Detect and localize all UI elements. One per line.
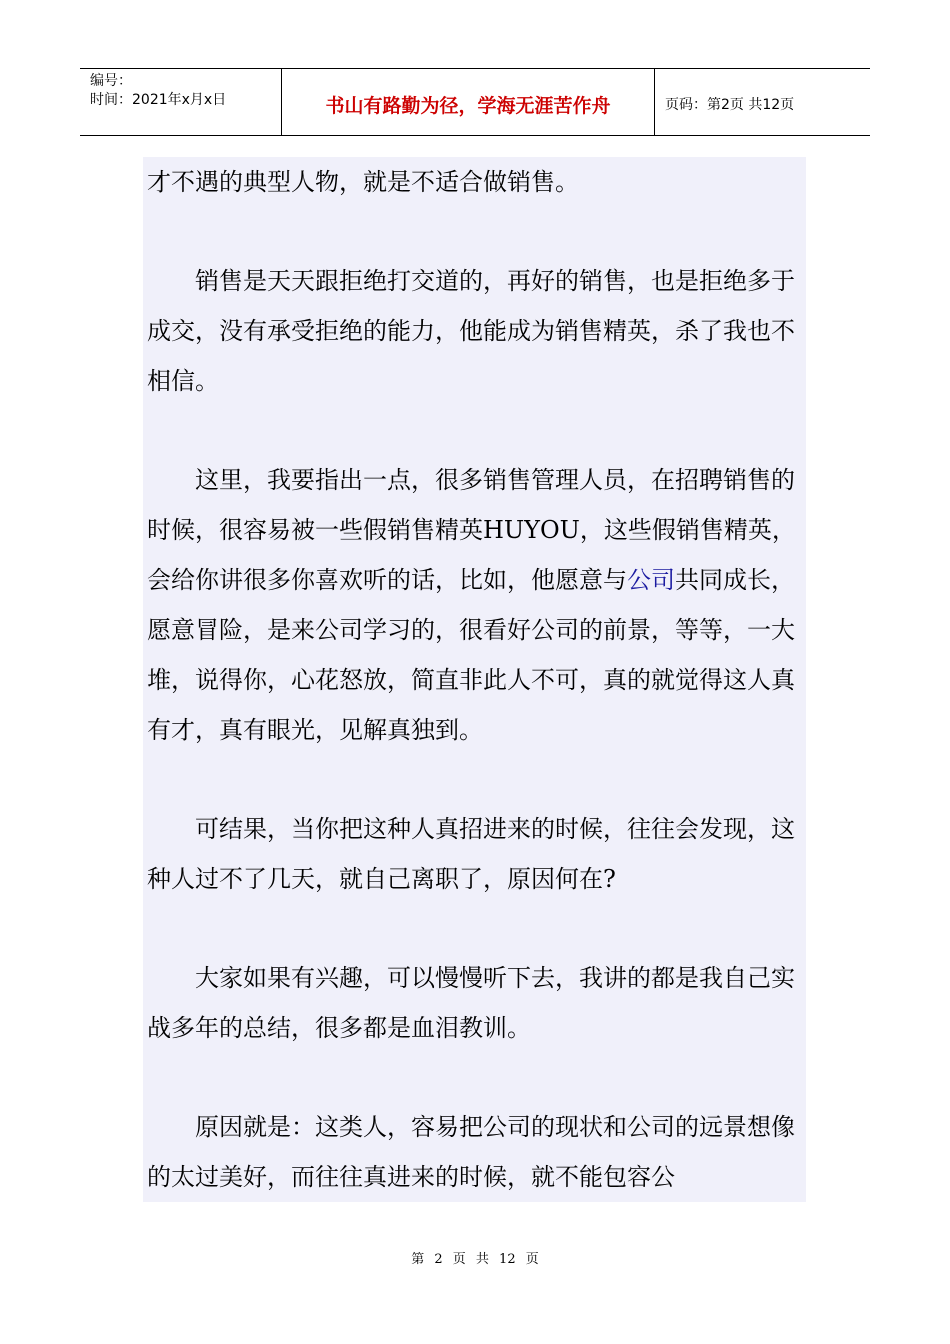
number-label: 编号： <box>90 73 132 89</box>
paragraph-1: 才不遇的典型人物，就是不适合做销售。 <box>147 168 579 196</box>
paragraph-6: 原因就是：这类人，容易把公司的现状和公司的远景想像的太过美好，而往往真进来的时候，就不能包容公 <box>147 1113 795 1191</box>
header-page-info: 页码：第2页 共12页 <box>665 97 795 113</box>
page-header <box>80 68 870 136</box>
header-motto: 书山有路勤为径，学海无涯苦作舟 <box>282 69 655 135</box>
company-link[interactable]: 公司 <box>627 566 675 594</box>
header-meta <box>80 69 282 135</box>
page-footer: 第 2 页 共 12 页 <box>411 1252 539 1267</box>
paragraph-3-text-a: 这里，我要指出一点，很多销售管理人员，在招聘销售的时候，很容易被一些假销售精英HUYOU，这些假销售精英，会给你讲很多你喜欢听的话，比如，他愿意与 <box>147 466 796 594</box>
paragraph-3 <box>143 455 806 755</box>
time-label: 时间：2021年x月x日 <box>90 92 227 108</box>
document-body <box>143 157 806 1202</box>
paragraph-3-text-b: 共同成长，愿意冒险，是来公司学习的，很看好公司的前景，等等，一大堆，说得你，心花怒放，简直非此人不可，真的就觉得这人真有才，真有眼光，见解真独到。 <box>147 566 795 744</box>
paragraph-4: 可结果，当你把这种人真招进来的时候，往往会发现，这种人过不了几天，就自己离职了，原因何在? <box>147 815 795 893</box>
paragraph-2: 销售是天天跟拒绝打交道的，再好的销售，也是拒绝多于成交，没有承受拒绝的能力，他能成为销售精英，杀了我也不相信。 <box>147 267 795 395</box>
paragraph-5: 大家如果有兴趣，可以慢慢听下去，我讲的都是我自己实战多年的总结，很多都是血泪教训。 <box>147 964 795 1042</box>
